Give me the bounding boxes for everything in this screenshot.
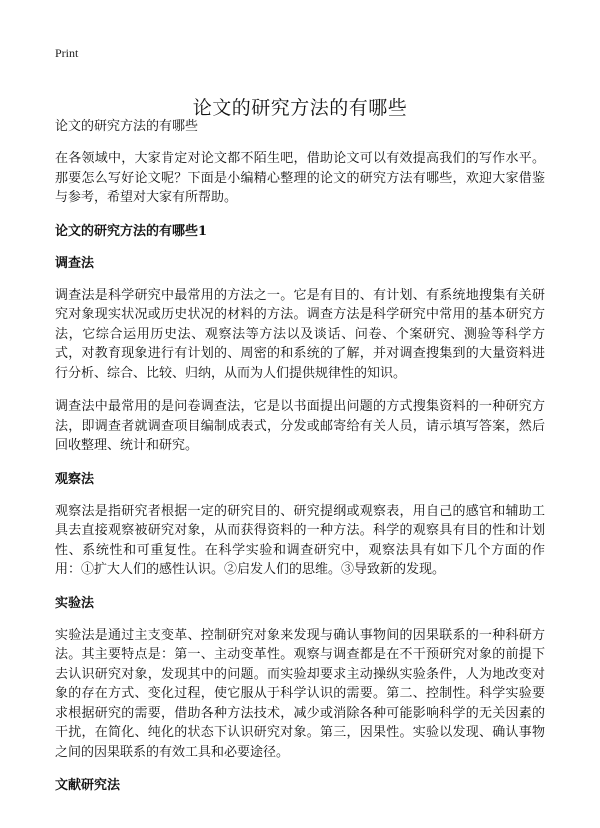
survey-heading: 调查法	[55, 255, 95, 271]
survey-paragraph-1: 调查法是科学研究中最常用的方法之一。它是有目的、有计划、有系统地搜集有关研究对象现实状况或历史状况的材料的方法。调查方法是科学研究中常用的基本研究方法，它综合运用历史法、观察法等方法以及谈话、问卷、个案研究、测验等科学方式，对教育现象进行有计划的、周密的和系统的了解，并对调查搜集到的大量资料进行分析、综合、比较、归纳，从而为人们提供规律性的知识。	[55, 287, 545, 381]
survey-paragraph-2: 调查法中最常用的是问卷调查法，它是以书面提出问题的方式搜集资料的一种研究方法，即调查者就调查项目编制成表式，分发或邮寄给有关人员，请示填写答案，然后回收整理、统计和研究。	[55, 399, 545, 453]
experiment-paragraph-1: 实验法是通过主支变革、控制研究对象来发现与确认事物间的因果联系的一种科研方法。其主要特点是：第一、主动变革性。观察与调查都是在不干预研究对象的前提下去认识研究对象，发现其中的问题。而实验却要求主动操纵实验条件，人为地改变对象的存在方式、变化过程，使它服从于科学认识的需要。第二、控制性。科学实验要求根据研究的需要，借助各种方法技术，减少或消除各种可能影响科学的无关因素的干扰，在简化、纯化的状态下认识研究对象。第三，因果性。实验以发现、确认事物之间的因果联系的有效工具和必要途径。	[55, 627, 545, 760]
observe-heading: 观察法	[55, 471, 95, 487]
document-body	[55, 117, 545, 808]
literature-heading: 文献研究法	[55, 778, 121, 793]
page-title: 论文的研究方法的有哪些	[192, 96, 408, 119]
experiment-heading: 实验法	[55, 595, 95, 611]
print-link[interactable]: Print	[55, 46, 79, 60]
document-subtitle: 论文的研究方法的有哪些	[55, 119, 199, 134]
section1-heading: 论文的研究方法的有哪些1	[55, 223, 208, 239]
intro-paragraph: 在各领域中，大家肯定对论文都不陌生吧，借助论文可以有效提高我们的写作水平。那要怎么写好论文呢？下面是小编精心整理的论文的研究方法有哪些，欢迎大家借鉴与参考，希望对大家有所帮助。	[55, 151, 545, 205]
observe-paragraph-1: 观察法是指研究者根据一定的研究目的、研究提纲或观察表，用自己的感官和辅助工具去直接观察被研究对象，从而获得资料的一种方法。科学的观察具有目的性和计划性、系统性和可重复性。在科学实验和调查研究中，观察法具有如下几个方面的作用：①扩大人们的感性认识。②启发人们的思维。③导致新的发现。	[55, 503, 545, 577]
